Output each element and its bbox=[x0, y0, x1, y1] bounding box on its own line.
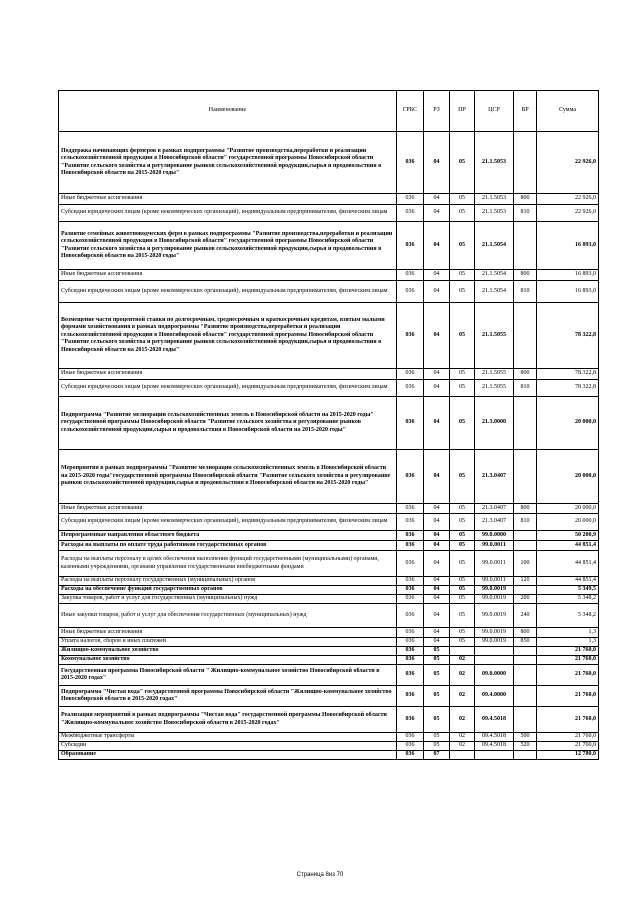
cell-rz: 04 bbox=[424, 595, 450, 604]
cell-pr: 05 bbox=[450, 577, 475, 586]
cell-rz: 04 bbox=[424, 222, 450, 270]
cell-vr: 520 bbox=[514, 742, 537, 751]
cell-vr bbox=[514, 303, 537, 369]
cell-vr: 200 bbox=[514, 595, 537, 604]
cell-name: Непрограммные направления областного бюджета bbox=[59, 531, 397, 541]
table-row bbox=[59, 586, 599, 595]
cell-pr: 05 bbox=[450, 604, 475, 628]
cell-rz: 04 bbox=[424, 205, 450, 222]
cell-grbs: 036 bbox=[397, 270, 424, 281]
document-page bbox=[58, 90, 598, 760]
cell-csr: 21.1.5055 bbox=[475, 369, 514, 380]
table-row bbox=[59, 707, 599, 733]
cell-pr: 05 bbox=[450, 586, 475, 595]
cell-grbs: 036 bbox=[397, 380, 424, 397]
cell-grbs: 036 bbox=[397, 604, 424, 628]
cell-name: Уплата налогов, сборов и иных платежей bbox=[59, 638, 397, 647]
cell-grbs: 036 bbox=[397, 686, 424, 707]
table-row bbox=[59, 628, 599, 638]
cell-grbs: 036 bbox=[397, 369, 424, 380]
cell-grbs: 036 bbox=[397, 577, 424, 586]
cell-rz: 05 bbox=[424, 742, 450, 751]
table-header-row bbox=[59, 91, 599, 132]
cell-rz: 04 bbox=[424, 551, 450, 577]
cell-pr: 02 bbox=[450, 742, 475, 751]
cell-pr: 05 bbox=[450, 369, 475, 380]
cell-grbs: 036 bbox=[397, 194, 424, 205]
cell-rz: 04 bbox=[424, 397, 450, 450]
cell-name: Государственная программа Новосибирской области " Жилищно-коммунальное хозяйство Новосибирской области в 2015-2020 годах" bbox=[59, 665, 397, 686]
cell-vr: 800 bbox=[514, 504, 537, 514]
cell-vr: 810 bbox=[514, 380, 537, 397]
header-sum: Сумма bbox=[537, 91, 599, 132]
cell-csr: 99.0.0000 bbox=[475, 531, 514, 541]
cell-csr: 99.0.0011 bbox=[475, 541, 514, 551]
cell-name: Иные бюджетные ассигнования bbox=[59, 628, 397, 638]
cell-vr: 800 bbox=[514, 270, 537, 281]
cell-rz: 05 bbox=[424, 733, 450, 742]
table-row bbox=[59, 665, 599, 686]
cell-rz: 04 bbox=[424, 514, 450, 531]
cell-sum: 21 760,0 bbox=[537, 656, 599, 665]
header-grbs: ГРБС bbox=[397, 91, 424, 132]
table-row bbox=[59, 551, 599, 577]
cell-vr bbox=[514, 686, 537, 707]
cell-vr bbox=[514, 656, 537, 665]
cell-pr: 05 bbox=[450, 531, 475, 541]
cell-name: Подпрограмма "Чистая вода" государственной программы Новосибирской области "Жилищно-коммунальное хозяйство Новосибирской области в 2015-2020 годах" bbox=[59, 686, 397, 707]
cell-rz: 04 bbox=[424, 369, 450, 380]
cell-sum: 44 851,4 bbox=[537, 551, 599, 577]
cell-name: Иные бюджетные ассигнования bbox=[59, 369, 397, 380]
cell-grbs: 036 bbox=[397, 707, 424, 733]
cell-rz: 04 bbox=[424, 281, 450, 303]
cell-grbs: 036 bbox=[397, 733, 424, 742]
cell-pr: 05 bbox=[450, 380, 475, 397]
cell-sum: 21 760,0 bbox=[537, 665, 599, 686]
cell-sum: 78 322,8 bbox=[537, 303, 599, 369]
cell-name: Развитие семейных животноводческих ферм в рамках подпрограммы "Развитие производства,переработки и реализации сельскохозяйственной продукции в Новосибирской области" государственной программы Новосибирской области "Развитие сельского хозяйства и регулирование рынков сельскохозяйственной продукции,сырья и продовольствия в Новосибирской области на 2015-2020 годы" bbox=[59, 222, 397, 270]
cell-csr: 21.1.5055 bbox=[475, 380, 514, 397]
cell-csr: 21.1.5053 bbox=[475, 205, 514, 222]
cell-sum: 21 760,0 bbox=[537, 707, 599, 733]
cell-csr: 21.3.0000 bbox=[475, 397, 514, 450]
cell-rz: 04 bbox=[424, 604, 450, 628]
cell-name: Иные закупки товаров, работ и услуг для обеспечения государственных (муниципальных) нужд bbox=[59, 604, 397, 628]
cell-pr: 05 bbox=[450, 638, 475, 647]
table-row bbox=[59, 132, 599, 194]
cell-rz: 04 bbox=[424, 303, 450, 369]
table-row bbox=[59, 450, 599, 504]
cell-rz: 04 bbox=[424, 270, 450, 281]
cell-vr bbox=[514, 531, 537, 541]
cell-csr: 99.0.0019 bbox=[475, 638, 514, 647]
cell-csr: 99.0.0019 bbox=[475, 604, 514, 628]
cell-rz: 04 bbox=[424, 541, 450, 551]
cell-grbs: 036 bbox=[397, 504, 424, 514]
cell-sum: 20 000,0 bbox=[537, 514, 599, 531]
cell-name: Субсидии юридическим лицам (кроме некоммерческих организаций), индивидуальным предпринимателям, физическим лицам bbox=[59, 205, 397, 222]
cell-grbs: 036 bbox=[397, 531, 424, 541]
cell-vr: 100 bbox=[514, 551, 537, 577]
header-pr: ПР bbox=[450, 91, 475, 132]
cell-grbs: 036 bbox=[397, 132, 424, 194]
cell-sum: 12 780,0 bbox=[537, 751, 599, 760]
cell-csr: 09.4.5018 bbox=[475, 742, 514, 751]
cell-sum: 22 926,0 bbox=[537, 205, 599, 222]
cell-csr: 09.4.0000 bbox=[475, 686, 514, 707]
cell-pr: 02 bbox=[450, 665, 475, 686]
cell-csr: 99.0.0019 bbox=[475, 586, 514, 595]
cell-sum: 16 893,0 bbox=[537, 281, 599, 303]
cell-pr: 05 bbox=[450, 281, 475, 303]
cell-sum: 20 000,0 bbox=[537, 397, 599, 450]
cell-pr: 05 bbox=[450, 551, 475, 577]
cell-grbs: 036 bbox=[397, 638, 424, 647]
cell-csr bbox=[475, 647, 514, 656]
cell-csr bbox=[475, 656, 514, 665]
cell-pr: 05 bbox=[450, 504, 475, 514]
header-name: Наименование bbox=[59, 91, 397, 132]
cell-vr: 810 bbox=[514, 281, 537, 303]
table-row bbox=[59, 656, 599, 665]
cell-name: Расходы на выплаты персоналу в целях обеспечения выполнения функций государственными (муниципальными) органами, казенными учреждениями, органами управления государственными внебюджетными фондами bbox=[59, 551, 397, 577]
cell-grbs: 036 bbox=[397, 397, 424, 450]
cell-pr: 05 bbox=[450, 450, 475, 504]
cell-csr: 09.4.5018 bbox=[475, 733, 514, 742]
cell-csr: 99.0.0011 bbox=[475, 577, 514, 586]
cell-sum: 21 760,0 bbox=[537, 733, 599, 742]
cell-name: Субсидии юридическим лицам (кроме некоммерческих организаций), индивидуальным предпринимателям, физическим лицам bbox=[59, 281, 397, 303]
cell-grbs: 036 bbox=[397, 586, 424, 595]
cell-csr: 99.0.0019 bbox=[475, 628, 514, 638]
cell-vr bbox=[514, 586, 537, 595]
table-row bbox=[59, 531, 599, 541]
cell-sum: 50 200,9 bbox=[537, 531, 599, 541]
cell-csr: 21.1.5053 bbox=[475, 132, 514, 194]
cell-name: Межбюджетные трансферты bbox=[59, 733, 397, 742]
cell-sum: 5 348,2 bbox=[537, 595, 599, 604]
cell-rz: 05 bbox=[424, 686, 450, 707]
cell-grbs: 036 bbox=[397, 751, 424, 760]
cell-pr: 05 bbox=[450, 303, 475, 369]
cell-rz: 05 bbox=[424, 656, 450, 665]
cell-name: Жилищно-коммунальное хозяйство bbox=[59, 647, 397, 656]
cell-rz: 04 bbox=[424, 638, 450, 647]
cell-csr: 21.1.5053 bbox=[475, 194, 514, 205]
cell-vr bbox=[514, 707, 537, 733]
cell-pr: 05 bbox=[450, 397, 475, 450]
cell-csr: 09.0.0000 bbox=[475, 665, 514, 686]
cell-name: Возмещение части процентной ставки по долгосрочным, среднесрочным и краткосрочным кредитам, взятым малыми формами хозяйствования в рамках подпрограммы "Развитие производства,переработки и реализации сельскохозяйственной продукции в Новосибирской области" государственной программы Новосибирской области "Развитие сельского хозяйства и регулирование рынков сельскохозяйственной продукции,сырья и продовольствия в Новосибирской области на 2015-2020 годы" bbox=[59, 303, 397, 369]
cell-sum: 16 893,0 bbox=[537, 270, 599, 281]
cell-rz: 04 bbox=[424, 194, 450, 205]
cell-name: Иные бюджетные ассигнования bbox=[59, 504, 397, 514]
cell-csr: 21.1.5054 bbox=[475, 222, 514, 270]
cell-vr: 850 bbox=[514, 638, 537, 647]
cell-csr bbox=[475, 751, 514, 760]
cell-rz: 04 bbox=[424, 586, 450, 595]
cell-sum: 21 760,0 bbox=[537, 647, 599, 656]
cell-grbs: 036 bbox=[397, 303, 424, 369]
cell-grbs: 036 bbox=[397, 742, 424, 751]
cell-pr: 05 bbox=[450, 132, 475, 194]
table-row bbox=[59, 222, 599, 270]
cell-sum: 44 851,4 bbox=[537, 577, 599, 586]
cell-vr: 800 bbox=[514, 194, 537, 205]
cell-csr: 21.3.0407 bbox=[475, 450, 514, 504]
table-row bbox=[59, 686, 599, 707]
table-row bbox=[59, 504, 599, 514]
header-csr: ЦСР bbox=[475, 91, 514, 132]
cell-sum: 22 926,0 bbox=[537, 132, 599, 194]
cell-grbs: 036 bbox=[397, 551, 424, 577]
cell-name: Расходы на обеспечение функций государственных органов bbox=[59, 586, 397, 595]
cell-pr bbox=[450, 647, 475, 656]
cell-name: Подпрограмма "Развитие мелиорации сельскохозяйственных земель в Новосибирской области на 2015-2020 годы" государственной программы Новосибирской области "Развитие сельского хозяйства и регулирование рынков сельскохозяйственной продукции,сырья и продовольствия в Новосибирской области на 2015-2020 годы" bbox=[59, 397, 397, 450]
cell-rz: 04 bbox=[424, 380, 450, 397]
table-body bbox=[59, 132, 599, 760]
cell-sum: 21 760,0 bbox=[537, 686, 599, 707]
cell-name: Реализация мероприятий в рамках подпрограммы "Чистая вода" государственной программы Новосибирской области "Жилищно-коммунальное хозяйство Новосибирской области в 2015-2020 годах" bbox=[59, 707, 397, 733]
table-row bbox=[59, 595, 599, 604]
cell-pr: 05 bbox=[450, 514, 475, 531]
cell-csr: 99.0.0011 bbox=[475, 551, 514, 577]
cell-sum: 5 349,5 bbox=[537, 586, 599, 595]
cell-name: Коммунальное хозяйство bbox=[59, 656, 397, 665]
cell-grbs: 036 bbox=[397, 665, 424, 686]
cell-vr bbox=[514, 665, 537, 686]
cell-rz: 05 bbox=[424, 647, 450, 656]
cell-sum: 78 322,8 bbox=[537, 369, 599, 380]
cell-rz: 04 bbox=[424, 504, 450, 514]
cell-csr: 21.3.0407 bbox=[475, 514, 514, 531]
cell-vr: 240 bbox=[514, 604, 537, 628]
table-row bbox=[59, 303, 599, 369]
cell-csr: 99.0.0019 bbox=[475, 595, 514, 604]
cell-vr bbox=[514, 222, 537, 270]
cell-pr: 05 bbox=[450, 628, 475, 638]
cell-rz: 05 bbox=[424, 707, 450, 733]
cell-pr: 05 bbox=[450, 541, 475, 551]
cell-sum: 1,3 bbox=[537, 638, 599, 647]
cell-pr: 02 bbox=[450, 707, 475, 733]
header-rz: РЗ bbox=[424, 91, 450, 132]
cell-pr: 05 bbox=[450, 222, 475, 270]
cell-vr bbox=[514, 397, 537, 450]
table-row bbox=[59, 733, 599, 742]
cell-vr bbox=[514, 541, 537, 551]
cell-vr: 810 bbox=[514, 205, 537, 222]
table-row bbox=[59, 281, 599, 303]
table-row bbox=[59, 577, 599, 586]
cell-vr: 500 bbox=[514, 733, 537, 742]
cell-vr: 800 bbox=[514, 628, 537, 638]
cell-grbs: 036 bbox=[397, 281, 424, 303]
cell-grbs: 036 bbox=[397, 595, 424, 604]
cell-rz: 04 bbox=[424, 628, 450, 638]
cell-rz: 07 bbox=[424, 751, 450, 760]
cell-pr: 02 bbox=[450, 656, 475, 665]
cell-vr bbox=[514, 647, 537, 656]
cell-name: Субсидии юридическим лицам (кроме некоммерческих организаций), индивидуальным предпринимателям, физическим лицам bbox=[59, 514, 397, 531]
cell-csr: 21.1.5055 bbox=[475, 303, 514, 369]
cell-vr: 810 bbox=[514, 514, 537, 531]
cell-grbs: 036 bbox=[397, 628, 424, 638]
cell-sum: 44 851,4 bbox=[537, 541, 599, 551]
cell-sum: 5 348,2 bbox=[537, 604, 599, 628]
cell-sum: 21 760,0 bbox=[537, 742, 599, 751]
cell-grbs: 036 bbox=[397, 205, 424, 222]
cell-grbs: 036 bbox=[397, 222, 424, 270]
table-row bbox=[59, 205, 599, 222]
cell-rz: 04 bbox=[424, 450, 450, 504]
cell-sum: 16 893,0 bbox=[537, 222, 599, 270]
cell-grbs: 036 bbox=[397, 450, 424, 504]
cell-sum: 20 000,0 bbox=[537, 450, 599, 504]
cell-csr: 21.3.0407 bbox=[475, 504, 514, 514]
cell-grbs: 036 bbox=[397, 656, 424, 665]
header-vr: ВР bbox=[514, 91, 537, 132]
cell-grbs: 036 bbox=[397, 647, 424, 656]
cell-vr: 120 bbox=[514, 577, 537, 586]
table-row bbox=[59, 751, 599, 760]
table-row bbox=[59, 397, 599, 450]
table-row bbox=[59, 541, 599, 551]
cell-name: Расходы на выплаты персоналу государственных (муниципальных) органов bbox=[59, 577, 397, 586]
cell-pr: 02 bbox=[450, 686, 475, 707]
cell-name: Поддержка начинающих фермеров в рамках подпрограммы "Развитие производства,переработки и реализации сельскохозяйственной продукции в Новосибирской области" государственной программы Новосибирской области "Развитие сельского хозяйства и регулирование рынков сельскохозяйственной продукции,сырья и продовольствия в Новосибирской области на 2015-2020 годы" bbox=[59, 132, 397, 194]
cell-pr bbox=[450, 751, 475, 760]
cell-sum: 1,3 bbox=[537, 628, 599, 638]
cell-csr: 09.4.5018 bbox=[475, 707, 514, 733]
cell-grbs: 036 bbox=[397, 514, 424, 531]
cell-pr: 05 bbox=[450, 205, 475, 222]
table-row bbox=[59, 604, 599, 628]
cell-name: Субсидии юридическим лицам (кроме некоммерческих организаций), индивидуальным предпринимателям, физическим лицам bbox=[59, 380, 397, 397]
cell-pr: 05 bbox=[450, 270, 475, 281]
cell-pr: 02 bbox=[450, 733, 475, 742]
table-row bbox=[59, 638, 599, 647]
cell-name: Иные бюджетные ассигнования bbox=[59, 270, 397, 281]
budget-table bbox=[58, 90, 599, 760]
table-row bbox=[59, 647, 599, 656]
cell-csr: 21.1.5054 bbox=[475, 281, 514, 303]
cell-sum: 20 000,0 bbox=[537, 504, 599, 514]
cell-vr bbox=[514, 450, 537, 504]
cell-rz: 05 bbox=[424, 665, 450, 686]
cell-rz: 04 bbox=[424, 577, 450, 586]
cell-name: Расходы на выплаты по оплате труда работников государственных органов bbox=[59, 541, 397, 551]
cell-name: Закупка товаров, работ и услуг для государственных (муниципальных) нужд bbox=[59, 595, 397, 604]
page-footer: Страница 8из 70 bbox=[296, 872, 344, 878]
cell-name: Иные бюджетные ассигнования bbox=[59, 194, 397, 205]
table-row bbox=[59, 380, 599, 397]
table-row bbox=[59, 194, 599, 205]
cell-csr: 21.1.5054 bbox=[475, 270, 514, 281]
cell-rz: 04 bbox=[424, 531, 450, 541]
table-row bbox=[59, 514, 599, 531]
cell-pr: 05 bbox=[450, 194, 475, 205]
cell-vr bbox=[514, 132, 537, 194]
cell-vr: 800 bbox=[514, 369, 537, 380]
cell-grbs: 036 bbox=[397, 541, 424, 551]
cell-sum: 78 322,8 bbox=[537, 380, 599, 397]
cell-pr: 05 bbox=[450, 595, 475, 604]
table-row bbox=[59, 270, 599, 281]
cell-sum: 22 926,0 bbox=[537, 194, 599, 205]
cell-name: Образование bbox=[59, 751, 397, 760]
table-row bbox=[59, 742, 599, 751]
table-row bbox=[59, 369, 599, 380]
cell-rz: 04 bbox=[424, 132, 450, 194]
cell-name: Мероприятия в рамках подпрограммы "Развитие мелиорации сельскохозяйственных земель в Новосибирской области на 2015-2020 годы"государственной программы Новосибирской области "Развитие сельского хозяйства и регулирование рынков сельскохозяйственной продукции,сырья и продовольствия в Новосибирской области на 2015-2020 годы" bbox=[59, 450, 397, 504]
cell-name: Субсидии bbox=[59, 742, 397, 751]
cell-vr bbox=[514, 751, 537, 760]
